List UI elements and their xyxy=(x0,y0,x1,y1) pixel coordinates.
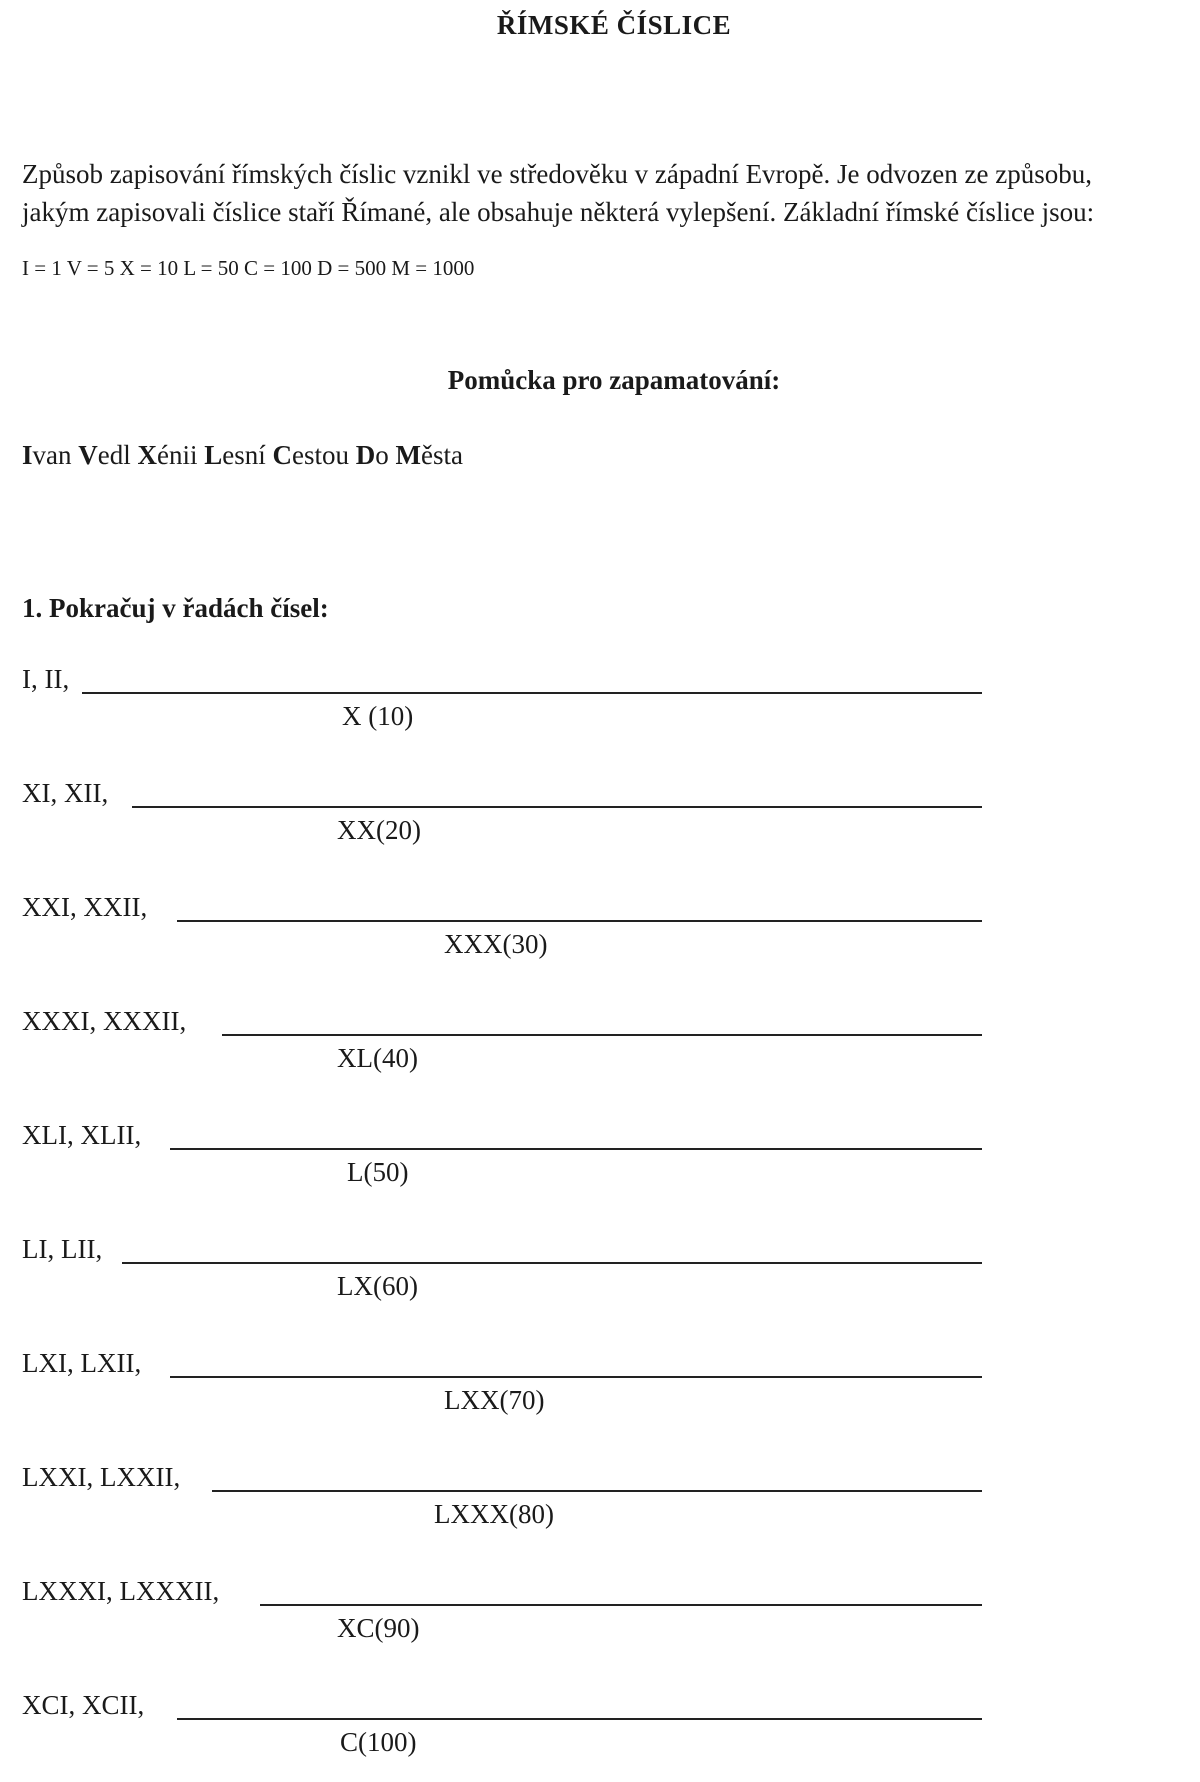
mnemonic-initial: X xyxy=(137,440,157,470)
answer-line[interactable] xyxy=(177,920,982,922)
exercise-row xyxy=(22,1120,982,1210)
mnemonic-initial: D xyxy=(355,440,376,470)
exercise-row xyxy=(22,778,982,868)
intro-line-2: jakým zapisovali číslice staří Římané, ale obsahuje některá vylepšení. Základní římské číslice jsou: xyxy=(22,197,1095,227)
row-end-value: LX(60) xyxy=(337,1271,418,1301)
mnemonic-rest: estou xyxy=(292,440,356,470)
answer-line[interactable] xyxy=(82,692,982,694)
intro-paragraph xyxy=(22,155,1200,231)
row-end-value: XL(40) xyxy=(337,1043,418,1073)
answer-line[interactable] xyxy=(122,1262,982,1264)
row-end-value: C(100) xyxy=(340,1727,417,1757)
mnemonic-sentence xyxy=(22,440,463,471)
row-end-value: XC(90) xyxy=(337,1613,420,1643)
mnemonic-rest: énii xyxy=(157,440,205,470)
row-start-values: LXXI, LXXII, xyxy=(22,1462,186,1493)
mnemonic-rest: ěsta xyxy=(421,440,463,470)
mnemonic-rest: van xyxy=(32,440,79,470)
row-start-values: LI, LII, xyxy=(22,1234,108,1265)
row-end-value: L(50) xyxy=(347,1157,409,1187)
exercise-row xyxy=(22,892,982,982)
exercise-row xyxy=(22,1348,982,1438)
exercise-row xyxy=(22,1576,982,1666)
exercise-row xyxy=(22,1462,982,1552)
row-start-values: XI, XII, xyxy=(22,778,114,809)
page-title: ŘÍMSKÉ ČÍSLICE xyxy=(496,10,732,40)
answer-line[interactable] xyxy=(177,1718,982,1720)
mnemonic-initial: I xyxy=(22,440,33,470)
row-start-values: XLI, XLII, xyxy=(22,1120,147,1151)
exercise-row xyxy=(22,1690,982,1780)
row-start-values: XCI, XCII, xyxy=(22,1690,150,1721)
answer-line[interactable] xyxy=(212,1490,982,1492)
mnemonic-initial: V xyxy=(78,440,98,470)
task-heading: 1. Pokračuj v řadách čísel: xyxy=(22,593,329,623)
mnemonic-initial: C xyxy=(272,440,293,470)
intro-line-1: Způsob zapisování římských číslic vznikl ve středověku v západní Evropě. Je odvozen ze způsobu, xyxy=(22,159,1092,189)
answer-line[interactable] xyxy=(260,1604,982,1606)
mnemonic-initial: L xyxy=(204,440,223,470)
row-end-value: LXXX(80) xyxy=(434,1499,554,1529)
row-end-value: X (10) xyxy=(342,701,414,731)
answer-line[interactable] xyxy=(222,1034,982,1036)
exercise-row xyxy=(22,1234,982,1324)
row-start-values: XXI, XXII, xyxy=(22,892,153,923)
row-start-values: I, II, xyxy=(22,664,75,695)
row-start-values: LXI, LXII, xyxy=(22,1348,147,1379)
answer-line[interactable] xyxy=(170,1376,982,1378)
row-end-value: LXX(70) xyxy=(444,1385,545,1415)
answer-line[interactable] xyxy=(132,806,982,808)
row-end-value: XX(20) xyxy=(337,815,421,845)
aid-heading: Pomůcka pro zapamatování: xyxy=(447,365,781,395)
mnemonic-initial: M xyxy=(395,440,421,470)
row-start-values: LXXXI, LXXXII, xyxy=(22,1576,225,1607)
exercise-row xyxy=(22,664,982,754)
answer-line[interactable] xyxy=(170,1148,982,1150)
row-start-values: XXXI, XXXII, xyxy=(22,1006,192,1037)
mnemonic-rest: esní xyxy=(222,440,273,470)
mnemonic-rest: edl xyxy=(97,440,138,470)
basic-values: I = 1 V = 5 X = 10 L = 50 C = 100 D = 500 M = 1000 xyxy=(22,256,475,280)
row-end-value: XXX(30) xyxy=(444,929,548,959)
exercise-row xyxy=(22,1006,982,1096)
mnemonic-rest: o xyxy=(375,440,396,470)
